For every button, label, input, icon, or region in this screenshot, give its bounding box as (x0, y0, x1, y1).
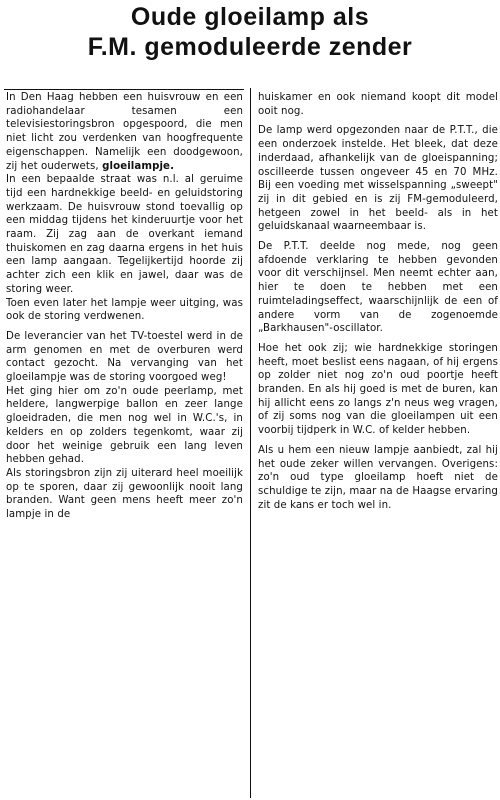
left-paragraph-3: Toen even later het lampje weer uitging, was ook de storing verdwenen. (6, 297, 243, 323)
left-paragraph-6: Als storingsbron zijn zij uiterard heel moeilijk op te sporen, daar zij gewoonlijk nooit lang branden. Want geen mens heeft meer zo'n lampje in de (6, 467, 243, 521)
left-paragraph-5: Het ging hier om zo'n oude peerlamp, met heldere, langwerpige ballon en zeer lange gloeidraden, die men nog wel in W.C.'s, in kelders en op zolders tegenkomt, waar zij door het weinige gebruik een lang leven hebben gehad. (6, 385, 243, 466)
left-paragraph-1-bold: gloeilampje. (102, 160, 175, 172)
right-paragraph-5: Als u hem een nieuw lampje aanbiedt, zal hij het oude zeker willen vervangen. Overigens: zo'n oud type gloeilamp hoeft niet de schuldige te zijn, maar na de Haagse ervaring zit de kans er toch wel in. (258, 444, 498, 511)
right-paragraph-2: De lamp werd opgezonden naar de P.T.T., die een onderzoek instelde. Het bleek, dat deze inderdaad, afhankelijk van de gloeispanning; oscilleerde tussen ongeveer 45 en 70 MHz. Bij een voeding met wisselspanning „sweept" zij in dit gebied en is zij FM-gemoduleerd, hetgeen zowel in het beeld- als in het geluidskanaal waarneembaar is. (258, 125, 498, 233)
column-divider (250, 88, 251, 798)
right-paragraph-3: De P.T.T. deelde nog mede, nog geen afdoende verklaring te hebben gevonden voor dit verschijnsel. Men neemt echter aan, hier te doen te hebben met een ruimteladingseffect, waarschijnlijk de een of andere vorm van de zogenoemde „Barkhausen"-oscillator. (258, 241, 498, 335)
right-paragraph-4: Hoe het ook zij; wie hardnekkige storingen heeft, moet beslist eens nagaan, of hij ergens op zolder niet nog zo'n oud poortje heeft branden. En als hij goed is met de buren, kan hij allicht eens zo langs z'n neus weg vragen, of zij soms nog van die gloeilampen uit een voorbij tijdperk in W.C. of kelder hebben. (258, 342, 498, 437)
left-paragraph-2: In een bepaalde straat was n.l. al geruime tijd een hardnekkige beeld- en geluidstoring werkzaam. De huisvrouw stond toevallig op een middag tijdens het kinderuurtje voor het raam. Zij zag aan de overkant iemand thuiskomen en zag daarna ergens in het huis een lamp aangaan. Tegelijkertijd hoorde zij achter zich een klik en jawel, daar was de storing weer. (6, 174, 243, 295)
right-paragraph-1: huiskamer en ook niemand koopt dit model ooit nog. (258, 92, 498, 117)
left-column (6, 91, 243, 522)
left-paragraph-1 (6, 91, 243, 173)
left-paragraph-4: De leverancier van het TV-toestel werd in de arm genomen en met de overburen werd contact gezocht. Na vervanging van het gloeilampje was de storing voorgoed weg! (6, 330, 243, 384)
left-paragraph-1-text: In Den Haag hebben een huisvrouw en een radiohandelaar tesamen een televisiestoringsbron opgespoord, die men niet licht zou verdenken van hoogfrequente eigenschappen. Namelijk een doodgewoon, zij het ouderwets, (6, 92, 243, 172)
headline-line-2: F.M. gemoduleerde zender (87, 33, 413, 61)
headline-line-1: Oude gloeilamp als (130, 3, 370, 31)
right-column (258, 91, 498, 512)
headline (0, 2, 500, 62)
